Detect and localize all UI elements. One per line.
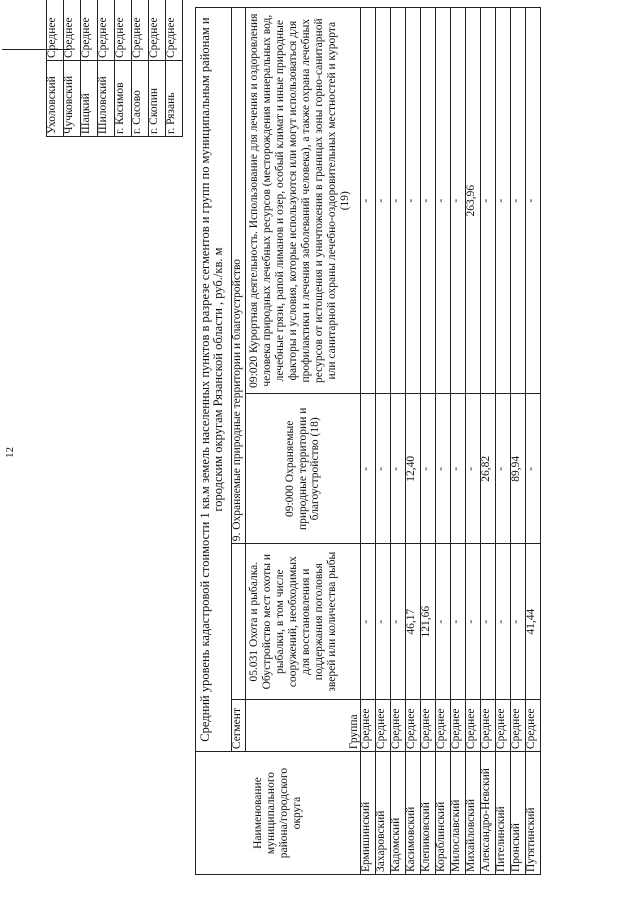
group-cell: Среднее [406,700,421,752]
district-name: Милославский [451,752,466,875]
district-name: Кораблинский [436,752,451,875]
header-protected: 09:000 Охраняемые природные территории и благоустройство (18) [246,394,361,544]
protected-value: - [421,394,436,544]
cadastral-value-table [195,7,541,875]
hunting-value: - [511,544,526,700]
protected-value: - [376,394,391,544]
group-cell: Среднее [436,700,451,752]
group-cell: Среднее [98,0,115,61]
district-name: Захаровский [376,752,391,875]
district-name: Шиловский [98,61,115,137]
district-name: Клепиковский [421,752,436,875]
group-cell: Среднее [132,0,149,61]
resort-value: - [451,8,466,394]
resort-value: - [361,8,376,394]
group-cell: Среднее [47,0,64,61]
table-row [361,8,376,875]
header-name: Наименование муниципального района/городского округа [196,752,361,875]
table-row [466,8,481,875]
header-group: Группа [246,700,361,752]
district-name: г. Касимов [115,61,132,137]
protected-value: 89,94 [511,394,526,544]
table-row [451,8,466,875]
protected-value: - [391,394,406,544]
group-cell: Среднее [466,700,481,752]
resort-value: - [526,8,541,394]
hunting-value: - [466,544,481,700]
group-cell: Среднее [511,700,526,752]
group-cell: Среднее [81,0,98,61]
protected-value: - [451,394,466,544]
table-row [81,0,98,137]
page-number: 12 [4,447,16,458]
table-row [436,8,451,875]
table-row [98,0,115,137]
group-cell: Среднее [481,700,496,752]
group-cell: Среднее [64,0,81,61]
district-name: Пителинский [496,752,511,875]
hunting-value: - [451,544,466,700]
header-segment: Сегмент [232,700,246,752]
protected-value: - [496,394,511,544]
table-title: Средний уровень кадастровой стоимости 1 кв.м земель населенных пунктов в разрезе сегментов и групп по муниципальным районам и городским округам Рязанской области , руб./кв. м [196,8,232,752]
district-name: Кадомский [391,752,406,875]
resort-value: - [511,8,526,394]
continued-table [46,0,183,137]
hunting-value: - [436,544,451,700]
district-name: Чучковский [64,61,81,137]
district-name: Пронский [511,752,526,875]
resort-value: - [406,8,421,394]
group-cell: Среднее [166,0,183,61]
table-row [376,8,391,875]
resort-value: - [376,8,391,394]
protected-value: - [361,394,376,544]
district-name: Касимовский [406,752,421,875]
resort-value: - [391,8,406,394]
district-name: г. Скопин [149,61,166,137]
group-cell: Среднее [451,700,466,752]
hunting-value: - [376,544,391,700]
table-row [421,8,436,875]
district-name: Шацкий [81,61,98,137]
district-name: Михайловский [466,752,481,875]
protected-value: - [466,394,481,544]
protected-value: - [526,394,541,544]
table-row [391,8,406,875]
group-cell: Среднее [115,0,132,61]
group-cell: Среднее [526,700,541,752]
hunting-value: 121,66 [421,544,436,700]
table-row [149,0,166,137]
cadastral-table-body [361,8,541,875]
group-cell: Среднее [376,700,391,752]
table-row [511,8,526,875]
district-name: г. Рязань [166,61,183,137]
table-row [64,0,81,137]
protected-value: 26,82 [481,394,496,544]
group-cell: Среднее [496,700,511,752]
table-row [132,0,149,137]
resort-value: - [481,8,496,394]
resort-value: - [421,8,436,394]
district-name: г. Сасово [132,61,149,137]
hunting-value: 41,44 [526,544,541,700]
hunting-value: - [361,544,376,700]
table-row [526,8,541,875]
district-name: Путятинский [526,752,541,875]
table-row [115,0,132,137]
hunting-value: - [496,544,511,700]
group-cell: Среднее [149,0,166,61]
district-name: Ухоловский [47,61,64,137]
protected-value: 12,40 [406,394,421,544]
table-row [166,0,183,137]
continued-table-body [47,0,183,137]
hunting-value: 46,17 [406,544,421,700]
resort-value: - [436,8,451,394]
hunting-value: - [481,544,496,700]
header-resort: 09:020 Курортная деятельность. Использование для лечения и оздоровления человека природных лечебных ресурсов (месторождения минеральных вод, лечебные грязи, рапой лиманов и озер, особый климат и иные природные факторы и условия, которые используются или могут использоваться для профилактики и лечения заболеваний человека), а также охрана лечебных ресурсов от истощения и уничтожения в границах зоны горно-санитарной или санитарной охраны лечебно-оздоровительных местностей и курорта (19) [246,8,361,394]
group-cell: Среднее [391,700,406,752]
group-cell: Среднее [421,700,436,752]
table-row [481,8,496,875]
header-hunting: 05.031 Охота и рыбалка. Обустройство мест охоты и рыбалки, в том числе сооружений, необходимых для восстановления и поддержания поголовья зверей или количества рыбы [246,544,361,700]
table-row [496,8,511,875]
resort-value: 263,96 [466,8,481,394]
group-cell: Среднее [361,700,376,752]
district-name: Александро-Невский [481,752,496,875]
district-name: Ермишинский [361,752,376,875]
header-segment-other [232,544,246,700]
header-segment-9: 9. Охраняемые природные территории и благоустройство [232,8,246,544]
hunting-value: - [391,544,406,700]
protected-value: - [436,394,451,544]
table-row [47,0,64,137]
resort-value: - [496,8,511,394]
table-row [406,8,421,875]
